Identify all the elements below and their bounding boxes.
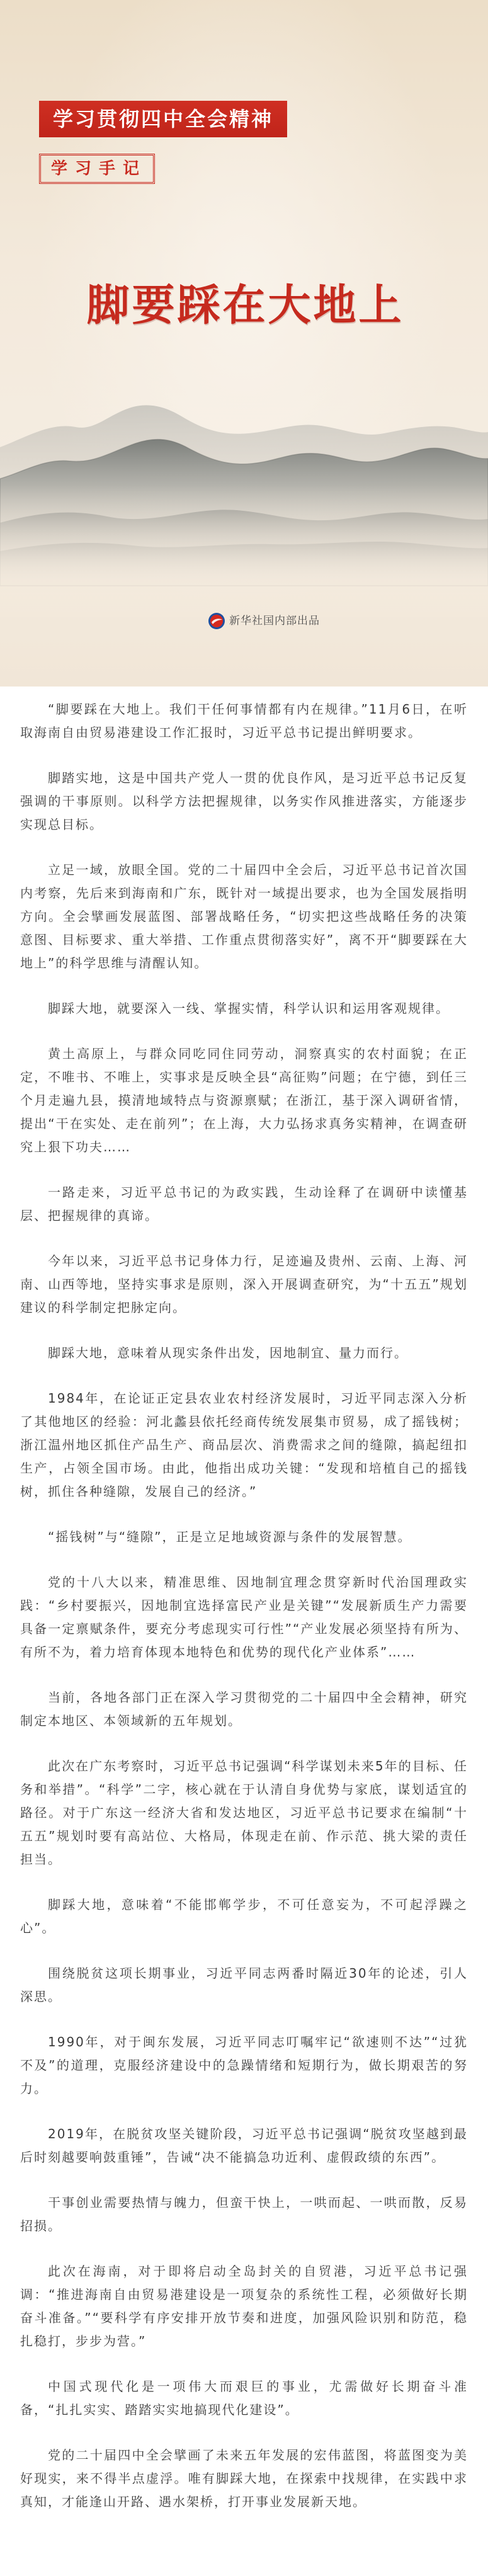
article-paragraph: 1990年，对于闽东发展，习近平同志叮嘱牢记“欲速则不达”“过犹不及”的道理，克服经济建设中的急躁情绪和短期行为，做长期艰苦的努力。 (20, 2034, 468, 2096)
article-paragraph: 党的十八大以来，精准思维、因地制宜理念贯穿新时代治国理政实践：“乡村要振兴，因地制宜选择富民产业是关键”“发展新质生产力需要具备一定禀赋条件，要充分考虑现实可行性”“产业发展必须坚持有所为、有所不为，着力培育体现本地特色和优势的现代化产业体系”…… (20, 1575, 468, 1660)
article-paragraph: “脚要踩在大地上。我们干任何事情都有内在规律。”11月6日，在听取海南自由贸易港建设工作汇报时，习近平总书记提出鲜明要求。 (20, 702, 468, 740)
article-paragraph: 干事创业需要热情与魄力，但蛮干快上，一哄而起、一哄而散，反易招损。 (20, 2195, 468, 2233)
mist-overlay (0, 485, 488, 617)
poster-header (0, 0, 488, 687)
article-paragraph: 脚踩大地，意味着“不能邯郸学步，不可任意妄为，不可起浮躁之心”。 (20, 1897, 468, 1935)
series-banner: 学习贯彻四中全会精神 (39, 101, 287, 137)
article-paragraph: 此次在广东考察时，习近平总书记强调“科学谋划未来5年的目标、任务和举措”。“科学”二字，核心就在于认清自身优势与家底，谋划适宜的路径。对于广东这一经济大省和发达地区，习近平总书记要求在编制“十五五”规划时要有高站位、大格局，体现走在前、作示范、挑大梁的责任担当。 (20, 1758, 468, 1867)
poster-title: 脚要踩在大地上 (86, 280, 404, 331)
article-paragraph: 此次在海南，对于即将启动全岛封关的自贸港，习近平总书记强调：“推进海南自由贸易港建设是一项复杂的系统性工程，必须做好长期奋斗准备。”“要科学有序安排开放节奏和进度，加强风险识别和防范，稳扎稳打，步步为营。” (20, 2264, 468, 2349)
xinhua-logo-icon (208, 612, 225, 630)
publisher-credit: 新华社国内部出品 (229, 615, 320, 627)
article-paragraph: 一路走来，习近平总书记的为政实践，生动诠释了在调研中读懂基层、把握规律的真谛。 (20, 1185, 468, 1223)
article-paragraph: 脚踩大地，意味着从现实条件出发，因地制宜、量力而行。 (48, 1345, 408, 1360)
article-paragraph: 2019年，在脱贫攻坚关键阶段，习近平总书记强调“脱贫攻坚越到最后时刻越要响鼓重锤”，告诫“决不能搞急功近利、虚假政绩的东西”。 (20, 2126, 468, 2165)
article-paragraph: 围绕脱贫这项长期事业，习近平同志两番时隔近30年的论述，引人深思。 (20, 1966, 468, 2004)
ink-mountains-icon (0, 378, 488, 617)
article-body (20, 698, 468, 2514)
article-paragraph: 1984年，在论证正定县农业农村经济发展时，习近平同志深入分析了其他地区的经验：河北蠡县依托经商传统发展集市贸易，成了摇钱树；浙江温州地区抓住产品生产、商品层次、消费需求之间的缝隙，搞起纽扣生产，占领全国市场。由此，他指出成功关键：“发现和培植自己的摇钱树，抓住各种缝隙，发展自己的经济。” (20, 1391, 468, 1499)
article-paragraph: 今年以来，习近平总书记身体力行，足迹遍及贵州、云南、上海、河南、山西等地，坚持实事求是原则，深入开展调查研究，为“十五五”规划建议的科学制定把脉定向。 (20, 1253, 468, 1315)
article-paragraph: 脚踩大地，就要深入一线、掌握实情，科学认识和运用客观规律。 (48, 1001, 450, 1016)
article-paragraph: 脚踏实地，这是中国共产党人一贯的优良作风，是习近平总书记反复强调的干事原则。以科学方法把握规律，以务实作风推进落实，方能逐步实现总目标。 (20, 770, 468, 832)
column-tag: 学习手记 (39, 154, 155, 184)
article-paragraph: 黄土高原上，与群众同吃同住同劳动，洞察真实的农村面貌；在正定，不唯书、不唯上，实事求是反映全县“高征购”问题；在宁德，到任三个月走遍九县，摸清地域特点与资源禀赋；在浙江，基于深入调研省情，提出“干在实处、走在前列”；在上海，大力弘扬求真务实精神，在调查研究上狠下功夫…… (20, 1046, 468, 1154)
article-paragraph: 立足一域，放眼全国。党的二十届四中全会后，习近平总书记首次国内考察，先后来到海南和广东，既针对一域提出要求，也为全国发展指明方向。全会擘画发展蓝图、部署战略任务，“切实把这些战略任务的决策意图、目标要求、重大举措、工作重点贯彻落实好”，离不开“脚要踩在大地上”的科学思维与清醒认知。 (20, 862, 468, 971)
article-paragraph: 中国式现代化是一项伟大而艰巨的事业，尤需做好长期奋斗准备，“扎扎实实、踏踏实实地搞现代化建设”。 (20, 2379, 468, 2417)
article-paragraph: “摇钱树”与“缝隙”，正是立足地域资源与条件的发展智慧。 (48, 1529, 412, 1544)
article-paragraph: 党的二十届四中全会擘画了未来五年发展的宏伟蓝图，将蓝图变为美好现实，来不得半点虚浮。唯有脚踩大地，在探索中找规律，在实践中求真知，才能逢山开路、遇水架桥，打开事业发展新天地。 (20, 2448, 468, 2509)
article-paragraph: 当前，各地各部门正在深入学习贯彻党的二十届四中全会精神，研究制定本地区、本领域新的五年规划。 (20, 1690, 468, 1728)
